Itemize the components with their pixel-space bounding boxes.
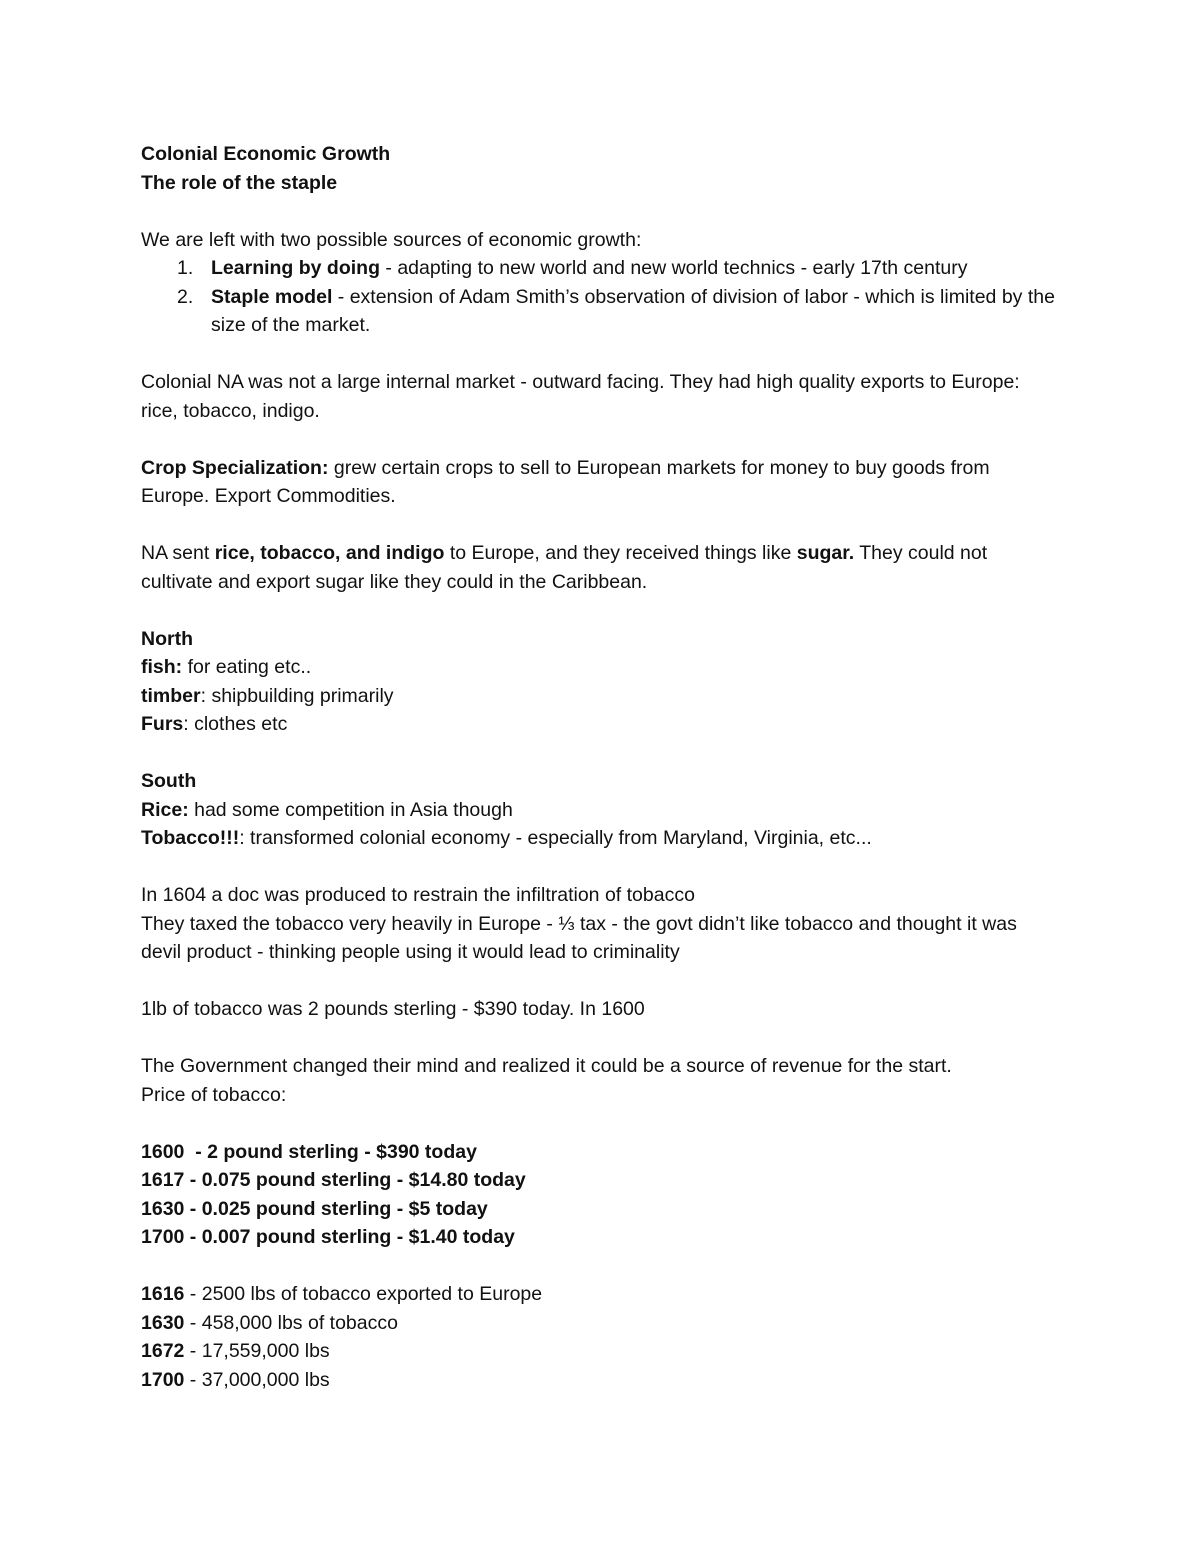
tax-paragraph: They taxed the tobacco very heavily in Europe - ⅓ tax - the govt didn’t like tobacco and thought it was devil product - thinking people using it would lead to criminality (141, 912, 1017, 963)
price-row: 1617 - 0.075 pound sterling - $14.80 today (141, 1169, 526, 1191)
doc-1604-text: In 1604 a doc was produced to restrain the infiltration of tobacco (141, 884, 695, 906)
export-year: 1672 (141, 1340, 185, 1362)
list-number: 2. (177, 285, 194, 308)
list-number: 1. (177, 257, 194, 279)
document-title: Colonial Economic Growth (141, 143, 391, 165)
list-term: Learning by doing (211, 257, 380, 279)
trade-imports: sugar. (796, 542, 855, 564)
export-desc: - 17,559,000 lbs (184, 1340, 330, 1362)
item-desc: had some competition in Asia though (188, 798, 513, 821)
price-label: Price of tobacco: (141, 1083, 287, 1106)
item-desc: : transformed colonial economy - especially from Maryland, Virginia, etc... (239, 827, 872, 849)
list-item (141, 283, 1081, 340)
export-desc: - 458,000 lbs of tobacco (184, 1311, 398, 1334)
north-item (141, 682, 1081, 711)
price-row: 1630 - 0.025 pound sterling - $5 today (141, 1197, 488, 1220)
export-desc: - 37,000,000 lbs (184, 1368, 330, 1391)
south-heading: South (141, 770, 197, 792)
gov-change-text: The Government changed their mind and realized it could be a source of revenue for the start. (141, 1055, 952, 1077)
growth-sources-list (141, 254, 1081, 340)
export-desc: - 2500 lbs of tobacco exported to Europe (184, 1283, 543, 1305)
crop-specialization-paragraph (141, 454, 1041, 511)
export-year: 1630 (141, 1311, 185, 1334)
trade-text: NA sent (141, 542, 215, 564)
list-item (141, 254, 1081, 283)
export-year: 1616 (141, 1283, 185, 1305)
item-term: Tobacco!!! (141, 827, 240, 849)
item-term: fish: (141, 656, 183, 678)
price-row: 1600 - 2 pound sterling - $390 today (141, 1140, 477, 1163)
export-row (141, 1366, 1081, 1395)
export-row (141, 1309, 1081, 1338)
price-1600-text: 1lb of tobacco was 2 pounds sterling - $390 today. In 1600 (141, 998, 645, 1020)
trade-text: They could not cultivate and export sugar like they could in the Caribbean. (141, 542, 988, 593)
item-desc: : shipbuilding primarily (200, 684, 394, 707)
market-paragraph: Colonial NA was not a large internal market - outward facing. They had high quality exports to Europe: rice, tobacco, indigo. (141, 371, 1020, 422)
price-row: 1700 - 0.007 pound sterling - $1.40 today (141, 1226, 515, 1248)
crop-spec-desc: grew certain crops to sell to European markets for money to buy goods from Europe. Export Commodities. (141, 456, 990, 507)
north-heading: North (141, 627, 193, 650)
north-item (141, 710, 1081, 739)
trade-exports: rice, tobacco, and indigo (214, 542, 445, 564)
export-year: 1700 (141, 1368, 185, 1391)
export-row (141, 1280, 1081, 1309)
list-term: Staple model (211, 285, 333, 308)
trade-text: to Europe, and they received things like (444, 542, 797, 564)
document-body (141, 140, 1081, 1394)
item-term: Rice: (141, 798, 189, 821)
trade-paragraph (141, 539, 1056, 596)
south-item (141, 824, 1081, 853)
intro-text: We are left with two possible sources of economic growth: (141, 228, 642, 251)
north-item (141, 653, 1081, 682)
item-term: Furs (141, 713, 184, 735)
crop-spec-term: Crop Specialization: (141, 456, 329, 479)
list-desc: - extension of Adam Smith’s observation of division of labor - which is limited by the size of the market. (211, 285, 1055, 336)
south-item (141, 796, 1081, 825)
item-desc: for eating etc.. (182, 656, 312, 678)
item-term: timber (141, 684, 201, 707)
item-desc: : clothes etc (183, 713, 288, 735)
list-desc: - adapting to new world and new world technics - early 17th century (380, 257, 968, 279)
document-subtitle: The role of the staple (141, 171, 338, 194)
export-row (141, 1337, 1081, 1366)
